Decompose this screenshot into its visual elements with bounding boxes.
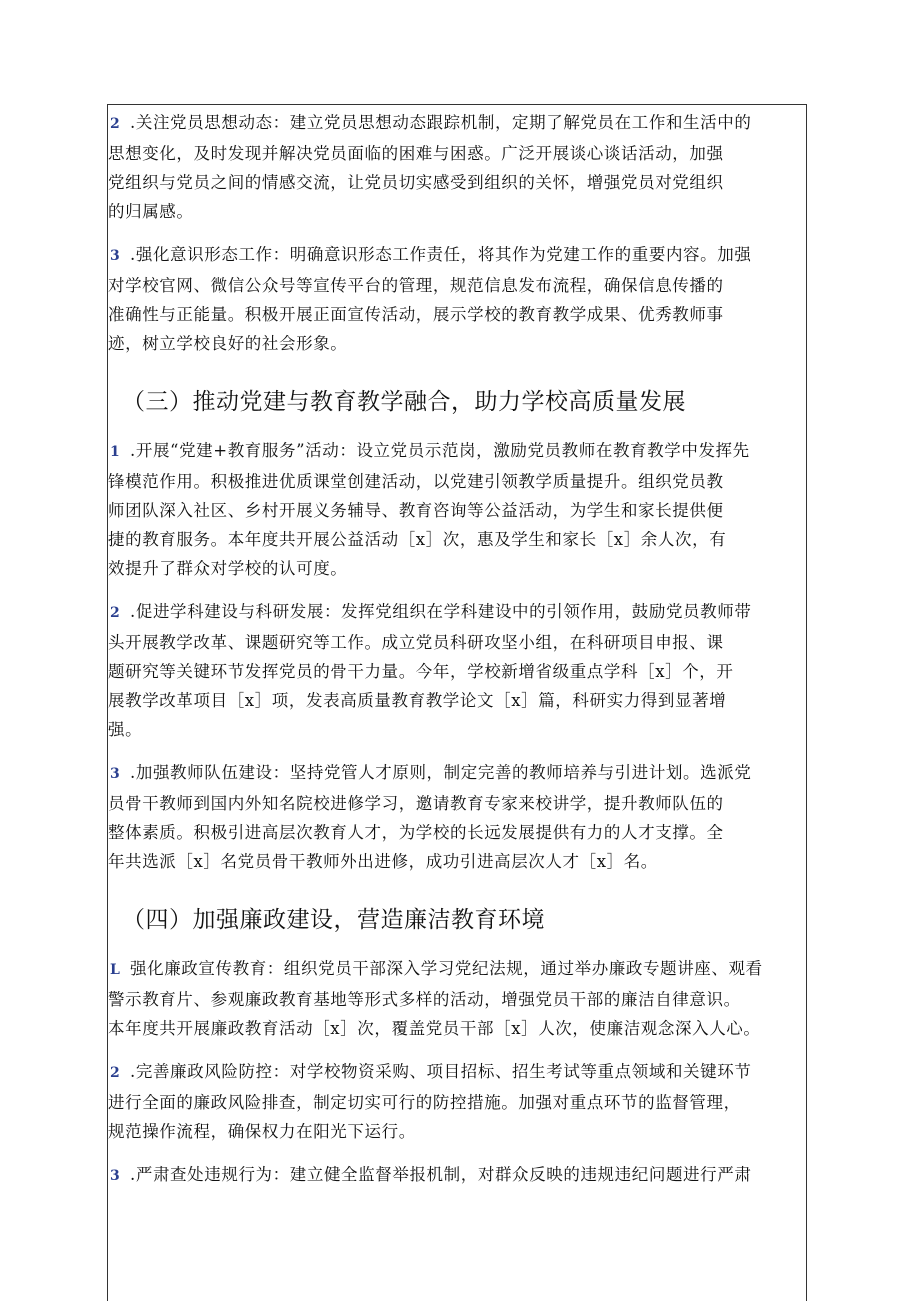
- line-text: 捷的教育服务。本年度共开展公益活动［x］次，惠及学生和家长［x］余人次，有: [108, 530, 727, 549]
- line-text: .完善廉政风险防控：对学校物资采购、项目招标、招生考试等重点领域和关键环节: [130, 1062, 752, 1081]
- item-number: 2: [110, 605, 121, 621]
- paragraph-line: [108, 525, 800, 554]
- line-text: .关注党员思想动态：建立党员思想动态跟踪机制，定期了解党员在工作和生活中的: [130, 113, 752, 132]
- line-text: 师团队深入社区、乡村开展义务辅导、教育咨询等公益活动，为学生和家长提供便: [108, 501, 724, 520]
- item-number: 3: [110, 248, 121, 264]
- numbered-paragraph: [108, 954, 808, 1043]
- line-text: 年共选派［x］名党员骨干教师外出进修，成功引进高层次人才［x］名。: [108, 852, 658, 871]
- paragraph-line: [108, 329, 800, 358]
- paragraph-line: [108, 271, 800, 300]
- line-text: 准确性与正能量。积极开展正面宣传活动，展示学校的教育教学成果、优秀教师事: [108, 305, 724, 324]
- line-text: 员骨干教师到国内外知名院校进修学习，邀请教育专家来校讲学，提升教师队伍的: [108, 794, 724, 813]
- line-text: 规范操作流程，确保权力在阳光下运行。: [108, 1122, 416, 1141]
- item-number: 2: [110, 116, 121, 132]
- paragraph-line: [108, 789, 800, 818]
- numbered-paragraph: [108, 1057, 808, 1146]
- item-number: 3: [110, 1168, 121, 1184]
- paragraph-line: [108, 108, 800, 139]
- line-text: 效提升了群众对学校的认可度。: [108, 559, 348, 578]
- numbered-paragraph: [108, 1160, 808, 1191]
- paragraph-line: [108, 847, 800, 876]
- line-text: .加强教师队伍建设：坚持党管人才原则，制定完善的教师培养与引进计划。选派党: [130, 763, 752, 782]
- paragraph-line: [108, 1160, 800, 1191]
- item-number: L: [110, 962, 121, 978]
- paragraph-line: [108, 1057, 800, 1088]
- paragraph-line: [108, 628, 800, 657]
- item-number: 2: [110, 1065, 121, 1081]
- line-text: 进行全面的廉政风险排查，制定切实可行的防控措施。加强对重点环节的监督管理，: [108, 1093, 741, 1112]
- paragraph-line: [108, 1117, 800, 1146]
- paragraph-line: [108, 467, 800, 496]
- paragraph-line: [108, 496, 800, 525]
- paragraph-line: [108, 715, 800, 744]
- line-text: 警示教育片、参观廉政教育基地等形式多样的活动，增强党员干部的廉洁自律意识。: [108, 990, 741, 1009]
- item-number: 1: [110, 444, 121, 460]
- line-text: 锋模范作用。积极推进优质课堂创建活动，以党建引领教学质量提升。组织党员教: [108, 472, 724, 491]
- paragraph-line: [108, 985, 800, 1014]
- line-text: 头开展教学改革、课题研究等工作。成立党员科研攻坚小组，在科研项目申报、课: [108, 633, 724, 652]
- section-heading: （三）推动党建与教育教学融合，助力学校高质量发展: [122, 389, 686, 415]
- section-heading: （四）加强廉政建设，营造廉洁教育环境: [122, 907, 545, 933]
- line-text: 党组织与党员之间的情感交流，让党员切实感受到组织的关怀，增强党员对党组织: [108, 173, 724, 192]
- line-text: 本年度共开展廉政教育活动［x］次，覆盖党员干部［x］人次，使廉洁观念深入人心。: [108, 1019, 761, 1038]
- paragraph-line: [108, 240, 800, 271]
- line-text: 强化廉政宣传教育：组织党员干部深入学习党纪法规，通过举办廉政专题讲座、观看: [130, 959, 763, 978]
- paragraph-line: [108, 758, 800, 789]
- line-text: 整体素质。积极引进高层次教育人才，为学校的长远发展提供有力的人才支撑。全: [108, 823, 724, 842]
- numbered-paragraph: [108, 240, 808, 358]
- line-text: .强化意识形态工作：明确意识形态工作责任，将其作为党建工作的重要内容。加强: [130, 245, 752, 264]
- paragraph-line: [108, 168, 800, 197]
- numbered-paragraph: [108, 108, 808, 226]
- paragraph-line: [108, 554, 800, 583]
- item-number: 3: [110, 766, 121, 782]
- paragraph-line: [108, 436, 800, 467]
- line-text: 对学校官网、微信公众号等宣传平台的管理，规范信息发布流程，确保信息传播的: [108, 276, 724, 295]
- line-text: .严肃查处违规行为：建立健全监督举报机制，对群众反映的违规违纪问题进行严肃: [130, 1165, 752, 1184]
- paragraph-line: [108, 1088, 800, 1117]
- line-text: 迹，树立学校良好的社会形象。: [108, 334, 348, 353]
- line-text: .促进学科建设与科研发展：发挥党组织在学科建设中的引领作用，鼓励党员教师带: [130, 602, 752, 621]
- paragraph-line: [108, 686, 800, 715]
- paragraph-line: [108, 197, 800, 226]
- line-text: 思想变化，及时发现并解决党员面临的困难与困惑。广泛开展谈心谈话活动，加强: [108, 144, 724, 163]
- line-text: 题研究等关键环节发挥党员的骨干力量。今年，学校新增省级重点学科［x］个，开: [108, 662, 734, 681]
- paragraph-line: [108, 597, 800, 628]
- line-text: 的归属感。: [108, 202, 194, 221]
- paragraph-line: [108, 657, 800, 686]
- paragraph-line: [108, 139, 800, 168]
- numbered-paragraph: [108, 758, 808, 876]
- paragraph-line: [108, 1014, 800, 1043]
- line-text: 展教学改革项目［x］项，发表高质量教育教学论文［x］篇，科研实力得到显著增: [108, 691, 727, 710]
- paragraph-line: [108, 954, 800, 985]
- line-text: 强。: [108, 720, 143, 739]
- paragraph-line: [108, 818, 800, 847]
- paragraph-line: [108, 300, 800, 329]
- numbered-paragraph: [108, 436, 808, 583]
- numbered-paragraph: [108, 597, 808, 744]
- document-body: [108, 108, 808, 1205]
- line-text: .开展“党建+教育服务”活动：设立党员示范岗，激励党员教师在教育教学中发挥先: [130, 441, 750, 460]
